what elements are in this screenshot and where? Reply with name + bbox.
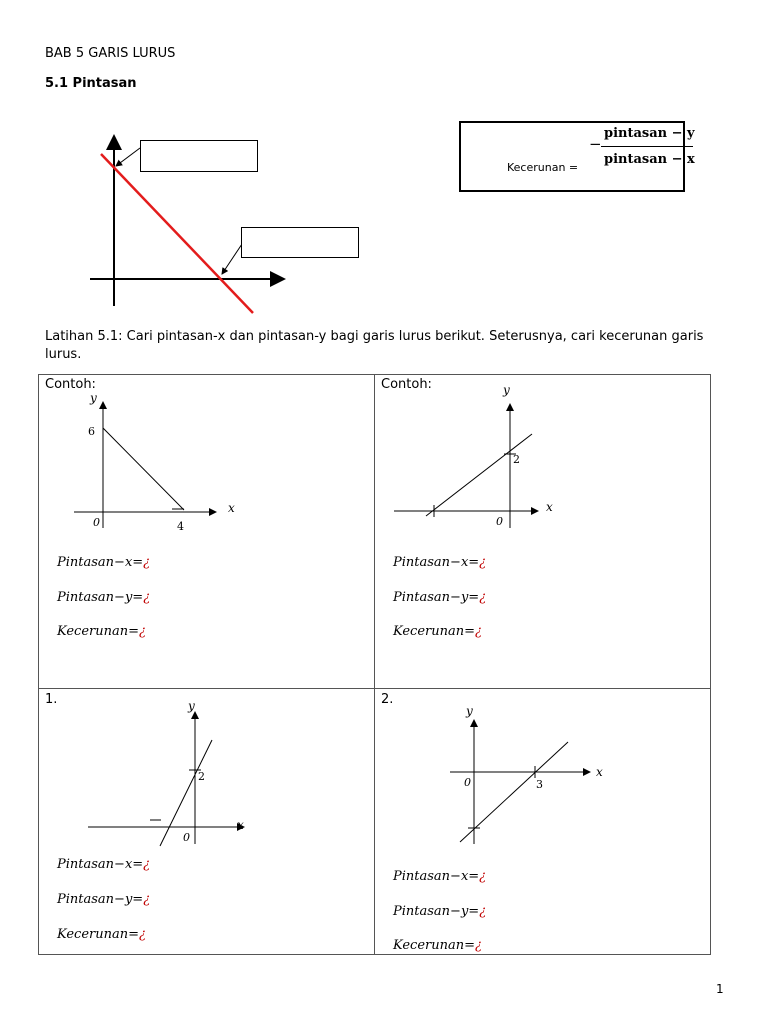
graph-2-y-intercept: 2 [513, 453, 520, 466]
graph-1-x-intercept: 4 [177, 520, 184, 533]
formula-label: Kecerunan = [507, 161, 579, 174]
cell-1-pintasan-x[interactable]: Pintasan−x=¿ [57, 555, 151, 570]
graph-1-x-label: x [228, 501, 235, 515]
graph-4-origin: 0 [464, 776, 471, 789]
cell-3-label: 1. [45, 692, 58, 707]
formula-sign: − [589, 135, 602, 153]
graph-1 [60, 388, 260, 538]
section-title: 5.1 Pintasan [45, 76, 137, 91]
graph-1-line [103, 428, 184, 510]
cell-2-pintasan-y[interactable]: Pintasan−y=¿ [393, 590, 487, 605]
table-divider-vertical [374, 374, 375, 955]
cell-3-pintasan-y[interactable]: Pintasan−y=¿ [57, 892, 151, 907]
cell-2-kecerunan[interactable]: Kecerunan=¿ [393, 624, 482, 639]
graph-1-y-intercept: 6 [88, 425, 95, 438]
cell-1-kecerunan[interactable]: Kecerunan=¿ [57, 624, 146, 639]
red-line [101, 154, 253, 313]
cell-4-kecerunan[interactable]: Kecerunan=¿ [393, 938, 482, 953]
cell-1-label: Contoh: [45, 377, 96, 392]
x-intercept-answer-box[interactable] [241, 227, 359, 258]
fraction-bar [601, 146, 693, 147]
cell-4-pintasan-x[interactable]: Pintasan−x=¿ [393, 869, 487, 884]
graph-2 [386, 380, 566, 540]
graph-4-x-label: x [596, 765, 603, 779]
graph-2-line [426, 434, 532, 516]
graph-2-origin: 0 [496, 515, 503, 528]
y-intercept-answer-box[interactable] [140, 140, 258, 172]
chapter-title: BAB 5 GARIS LURUS [45, 46, 176, 61]
cell-4-label: 2. [381, 692, 394, 707]
exercise-instructions: Latihan 5.1: Cari pintasan-x dan pintasan-y bagi garis lurus berikut. Seterusnya, cari kecerunan garis lurus. [45, 329, 704, 362]
pointer-x-intercept [222, 244, 242, 274]
pointer-y-intercept [116, 148, 140, 166]
cell-3-kecerunan[interactable]: Kecerunan=¿ [57, 927, 146, 942]
table-divider-horizontal [38, 688, 711, 689]
graph-4 [440, 700, 620, 850]
cell-2-label: Contoh: [381, 377, 432, 392]
gradient-formula-box [459, 121, 695, 192]
graph-1-y-label: y [90, 391, 97, 405]
cell-4-pintasan-y[interactable]: Pintasan−y=¿ [393, 904, 487, 919]
graph-3-origin: 0 [183, 831, 190, 844]
graph-3-y-intercept: 2 [198, 770, 205, 783]
page-number: 1 [716, 982, 724, 996]
graph-3-x-label: x [237, 818, 244, 832]
graph-4-x-intercept: 3 [536, 778, 543, 791]
graph-2-x-label: x [546, 500, 553, 514]
graph-4-line [460, 742, 568, 842]
graph-3 [80, 696, 270, 856]
graph-1-origin: 0 [93, 516, 100, 529]
graph-4-y-label: y [466, 704, 473, 718]
cell-2-pintasan-x[interactable]: Pintasan−x=¿ [393, 555, 487, 570]
cell-3-pintasan-x[interactable]: Pintasan−x=¿ [57, 857, 151, 872]
graph-2-y-label: y [503, 383, 510, 397]
cell-1-pintasan-y[interactable]: Pintasan−y=¿ [57, 590, 151, 605]
graph-3-y-label: y [188, 699, 195, 713]
formula-denominator: pintasan − x [604, 152, 695, 167]
formula-numerator: pintasan − y [604, 126, 695, 141]
